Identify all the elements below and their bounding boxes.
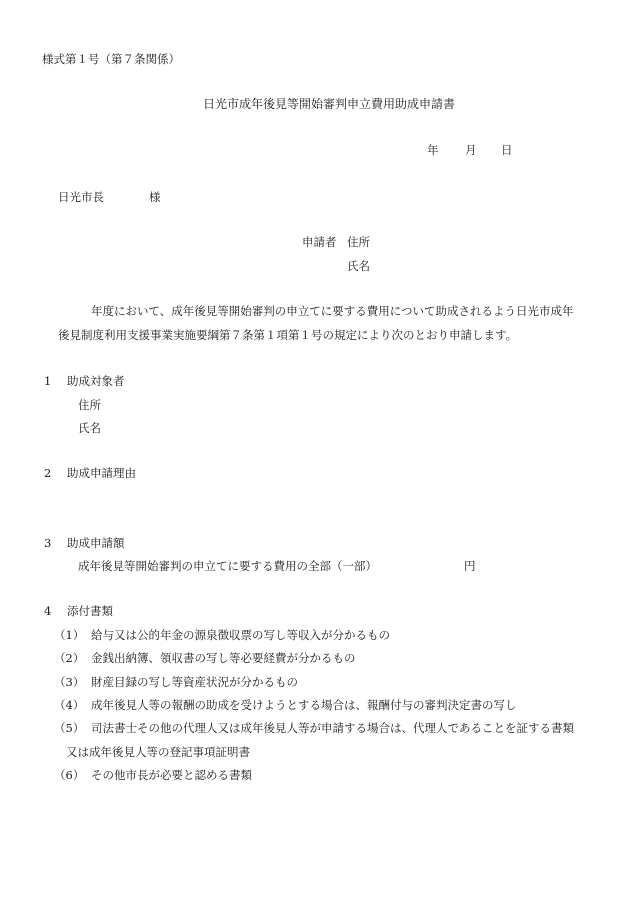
attachment-item-text: その他市長が必要と認める書類 (91, 768, 252, 782)
addressee-name: 日光市長 (58, 190, 104, 204)
section-3-title: 助成申請額 (67, 536, 125, 550)
attachment-item-continuation: 又は成年後見人等の登記事項証明書 (66, 745, 250, 759)
section-4-title: 添付書類 (67, 604, 113, 618)
attachment-item-text: 財産目録の写し等資産状況が分かるもの (91, 675, 298, 689)
section-3-number: 3 (44, 536, 52, 550)
section-3-unit: 円 (464, 559, 476, 573)
attachment-item-text: 金銭出納簿、領収書の写し等必要経費が分かるもの (91, 651, 356, 665)
applicant-address-label: 住所 (347, 235, 370, 249)
section-1-title: 助成対象者 (67, 374, 125, 388)
section-3-content: 成年後見等開始審判の申立てに要する費用の全部（一部） (78, 559, 377, 573)
form-label: 様式第１号（第７条関係） (42, 52, 180, 66)
attachment-item-number: （6） (54, 768, 85, 782)
attachment-item-number: （4） (54, 698, 85, 712)
section-1-name: 氏名 (78, 421, 101, 435)
section-2-title: 助成申請理由 (67, 466, 136, 480)
attachment-item-number: （5） (54, 721, 85, 735)
date-year: 年 (427, 143, 439, 157)
section-2-number: 2 (44, 466, 52, 480)
section-1-number: 1 (44, 374, 52, 388)
section-1-address: 住所 (78, 398, 101, 412)
addressee-honorific: 様 (149, 190, 161, 204)
document-title: 日光市成年後見等開始審判申立費用助成申請書 (203, 97, 456, 111)
attachment-item-number: （2） (54, 651, 85, 665)
attachment-item-text: 司法書士その他の代理人又は成年後見人等が申請する場合は、代理人であることを証する書類 (91, 721, 574, 735)
intro-line-2: 後見制度利用支援事業実施要綱第７条第１項第１号の規定により次のとおり申請します。 (58, 328, 518, 342)
date-month: 月 (465, 143, 477, 157)
intro-line-1: 年度において、成年後見等開始審判の申立てに要する費用について助成されるよう日光市成年 (91, 304, 574, 318)
attachment-item-number: （1） (54, 628, 85, 642)
attachment-item-number: （3） (54, 675, 85, 689)
attachment-item-text: 成年後見人等の報酬の助成を受けようとする場合は、報酬付与の審判決定書の写し (91, 698, 517, 712)
applicant-label: 申請者 (302, 235, 337, 249)
section-4-number: 4 (44, 604, 52, 618)
date-day: 日 (501, 143, 513, 157)
applicant-name-label: 氏名 (347, 259, 370, 273)
attachment-item-text: 給与又は公的年金の源泉徴収票の写し等収入が分かるもの (91, 628, 390, 642)
